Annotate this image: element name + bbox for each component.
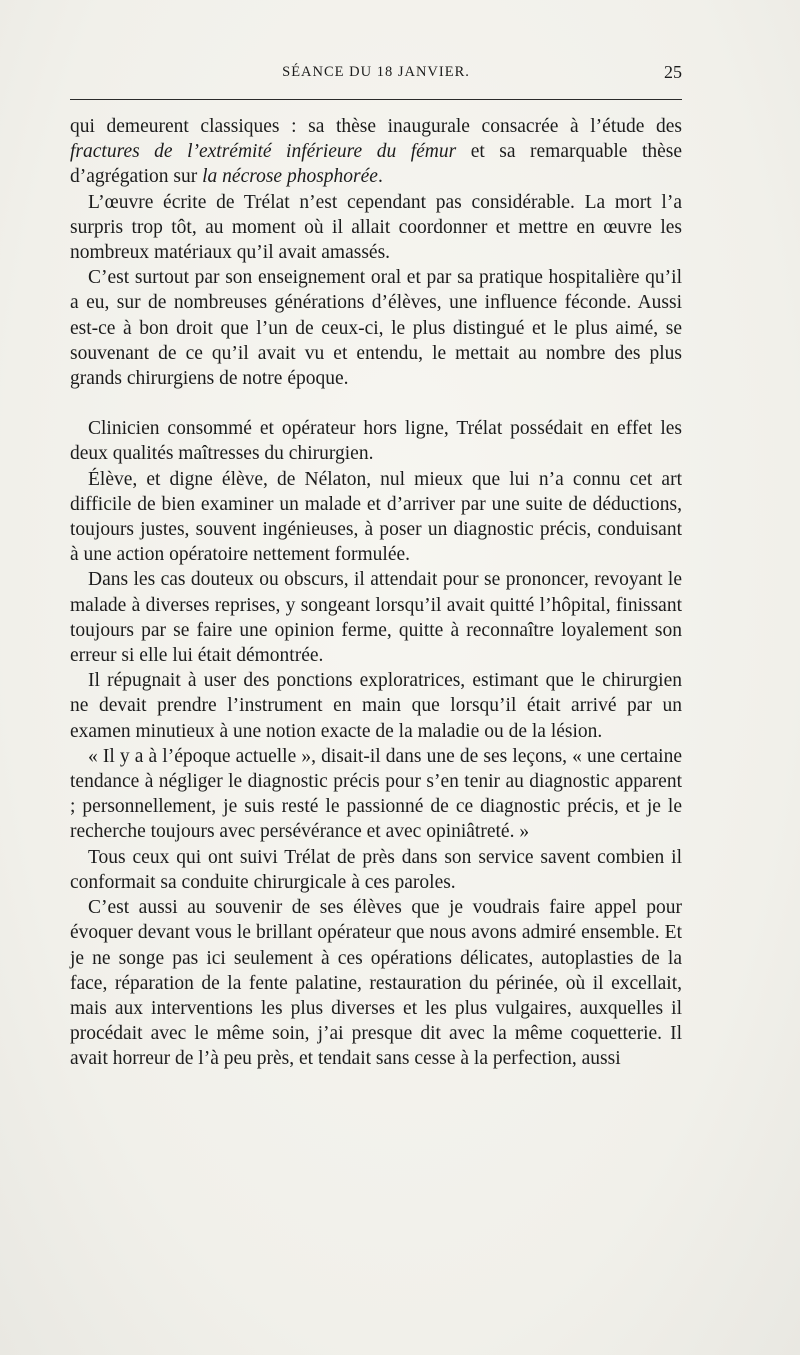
paragraph-1 <box>70 114 682 190</box>
body-text <box>70 114 682 1072</box>
paragraph-1-italic-title-2: la nécrose phosphorée <box>202 166 378 188</box>
paragraph-3: C’est surtout par son enseignement oral et par sa pratique hospitalière qu’il a eu, sur de nombreuses générations d’élèves, une influence féconde. Aussi est-ce à bon droit que l’un de ceux-ci, le plus distingué et le plus aimé, se souvenant de ce qu’il avait vu et entendu, le mettait au nombre des plus grands chirurgiens de notre époque. <box>70 267 682 390</box>
running-head <box>70 64 682 88</box>
paragraph-2: L’œuvre écrite de Trélat n’est cependant pas considérable. La mort l’a surpris trop tôt, au moment où il allait coordonner et mettre en œuvre les nombreux matériaux qu’il avait amassés. <box>70 191 682 264</box>
paragraph-7: Il répugnait à user des ponctions exploratrices, estimant que le chirurgien ne devait prendre l’instrument en main que lorsqu’il était arrivé par un examen minutieux à une notion exacte de la maladie ou de la lésion. <box>70 670 682 742</box>
paragraph-1-italic-title-1: fractures de l’extrémité inférieure du fémur <box>70 141 457 163</box>
header-rule <box>70 99 682 100</box>
paragraph-1-text-c: . <box>377 166 383 188</box>
paragraph-1-text-b: et sa remarquable thèse d’agrégation sur <box>70 141 683 188</box>
paragraph-5: Élève, et digne élève, de Nélaton, nul mieux que lui n’a connu cet art difficile de bien examiner un malade et d’arriver par une suite de déductions, toujours justes, souvent ingénieuses, à poser un diagnostic précis, conduisant à une action opératoire nettement formulée. <box>70 468 682 566</box>
paragraph-9: Tous ceux qui ont suivi Trélat de près dans son service savent combien il conformait sa conduite chirurgicale à ces paroles. <box>70 846 682 893</box>
paragraph-4: Clinicien consommé et opérateur hors ligne, Trélat possédait en effet les deux qualités maîtresses du chirurgien. <box>70 418 682 465</box>
paragraph-6: Dans les cas douteux ou obscurs, il attendait pour se prononcer, revoyant le malade à diverses reprises, y songeant lorsqu’il avait quitté l’hôpital, finissant toujours par se faire une opinion ferme, quitte à reconnaître loyalement son erreur si elle lui était démontrée. <box>70 569 682 667</box>
running-title: SÉANCE DU 18 JANVIER. <box>282 64 470 80</box>
paragraph-8: « Il y a à l’époque actuelle », disait-il dans une de ses leçons, « une certaine tendance à négliger le diagnostic précis pour s’en tenir au diagnostic apparent ; personnellement, je suis resté le passionné de ce diagnostic précis, et je le recherche toujours avec persévérance et avec opiniâtreté. » <box>70 745 682 843</box>
paragraph-10: C’est aussi au souvenir de ses élèves que je voudrais faire appel pour évoquer devant vous le brillant opérateur que nous avons admiré ensemble. Et je ne songe pas ici seulement à ces opérations délicates, autoplasties de la face, réparation de la fente palatine, restauration du périnée, où il excellait, mais aux interventions les plus diverses et les plus vulgaires, auxquelles il procédait avec le même soin, j’ai presque dit avec la même coquetterie. Il avait horreur de l’à peu près, et tendait sans cesse à la perfection, aussi <box>70 897 682 1070</box>
page-number: 25 <box>664 62 682 82</box>
paragraph-1-text-a: qui demeurent classiques : sa thèse inaugurale consacrée à l’étude des <box>70 116 682 137</box>
